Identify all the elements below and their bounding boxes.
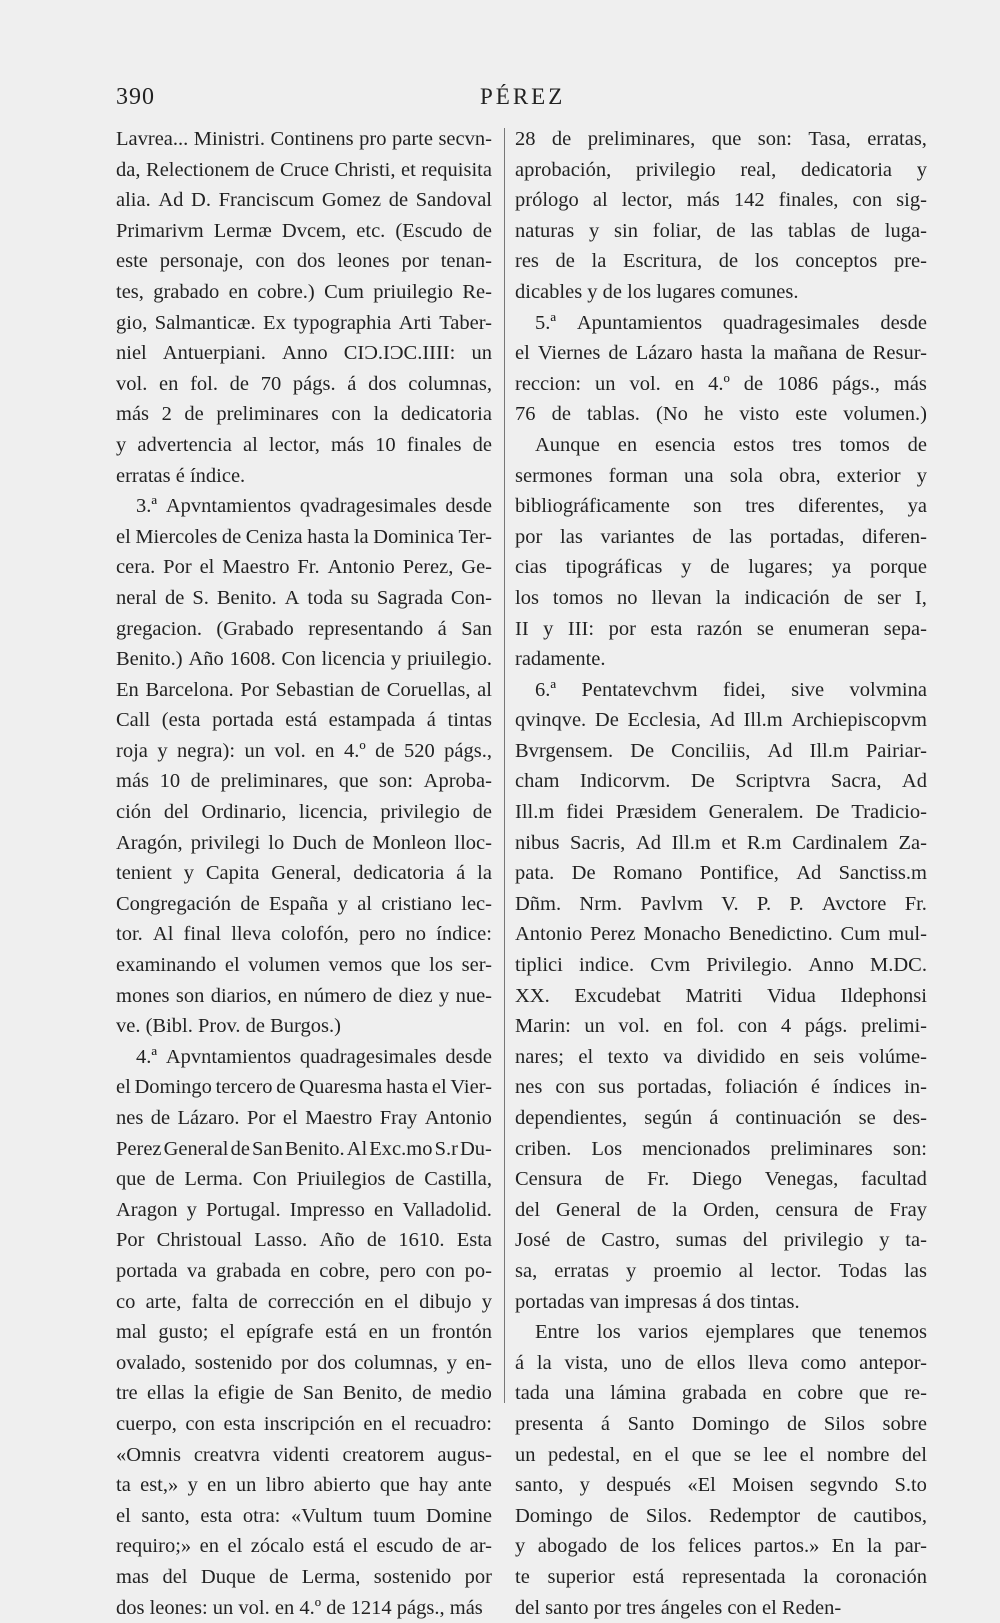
text-line: y advertencia al lector, más 10 finales de [116,430,492,461]
text-line: niel Antuerpiani. Anno CIƆ.IƆC.IIII: un [116,338,492,369]
text-line: 3.ª Apvntamientos qvadragesimales desde [116,491,492,522]
text-line: radamente. [515,644,927,675]
text-line: del santo por tres ángeles con el Reden- [515,1593,927,1623]
text-line: el santo, esta otra: «Vultum tuum Domine [116,1501,492,1532]
text-line: tes, grabado en cobre.) Cum priuilegio Re- [116,277,492,308]
text-line: Lavrea... Ministri. Continens pro parte secvn- [116,124,492,155]
text-line: nes de Lázaro. Por el Maestro Fray Antonio [116,1103,492,1134]
text-line: 6.ª Pentatevchvm fidei, sive volvmina [515,675,927,706]
text-line: 4.ª Apvntamientos quadragesimales desde [116,1042,492,1073]
text-line: cham Indicorvm. De Scriptvra Sacra, Ad [515,766,927,797]
running-head: PÉREZ [480,84,565,110]
text-line: cera. Por el Maestro Fr. Antonio Perez, Ge- [116,552,492,583]
text-line: Ill.m fidei Præsidem Generalem. De Tradicio- [515,797,927,828]
text-line: José de Castro, sumas del privilegio y ta- [515,1225,927,1256]
text-line: presenta á Santo Domingo de Silos sobre [515,1409,927,1440]
text-line: roja y negra): un vol. en 4.º de 520 págs., [116,736,492,767]
text-line: mal gusto; el epígrafe está en un frontón [116,1317,492,1348]
text-line: tenient y Capita General, dedicatoria á la [116,858,492,889]
text-line: ve. (Bibl. Prov. de Burgos.) [116,1011,492,1042]
text-line: XX. Excudebat Matriti Vidua Ildephonsi [515,981,927,1012]
right-column [515,124,927,1623]
text-line: Congregación de España y al cristiano lec- [116,889,492,920]
text-line: un pedestal, en el que se lee el nombre del [515,1440,927,1471]
text-line: alia. Ad D. Franciscum Gomez de Sandoval [116,185,492,216]
text-line: bibliográficamente son tres diferentes, ya [515,491,927,522]
left-column [116,124,492,1623]
text-line: Call (esta portada está estampada á tintas [116,705,492,736]
text-line: Benito.) Año 1608. Con licencia y priuilegio. [116,644,492,675]
text-line: Entre los varios ejemplares que tenemos [515,1317,927,1348]
text-line: te superior está representada la coronación [515,1562,927,1593]
text-line: que de Lerma. Con Priuilegios de Castilla, [116,1164,492,1195]
text-line: por las variantes de las portadas, diferen- [515,522,927,553]
text-line: co arte, falta de corrección en el dibujo y [116,1287,492,1318]
text-line: los tomos no llevan la indicación de ser I, [515,583,927,614]
text-line: nares; el texto va dividido en seis volúme- [515,1042,927,1073]
text-line: qvinqve. De Ecclesia, Ad Ill.m Archiepiscopvm [515,705,927,736]
text-line: Censura de Fr. Diego Venegas, facultad [515,1164,927,1195]
text-line: Dñm. Nrm. Pavlvm V. P. P. Avctore Fr. [515,889,927,920]
text-line: Por Christoual Lasso. Año de 1610. Esta [116,1225,492,1256]
text-line: II y III: por esta razón se enumeran sepa- [515,614,927,645]
text-line: 28 de preliminares, que son: Tasa, erratas, [515,124,927,155]
column-divider [504,128,505,1403]
text-line: pata. De Romano Pontifice, Ad Sanctiss.m [515,858,927,889]
text-line: nibus Sacris, Ad Ill.m et R.m Cardinalem Za- [515,828,927,859]
text-line: vol. en fol. de 70 págs. á dos columnas, [116,369,492,400]
text-line: criben. Los mencionados preliminares son: [515,1134,927,1165]
text-line: examinando el volumen vemos que los ser- [116,950,492,981]
text-line: da, Relectionem de Cruce Christi, et requisita [116,155,492,186]
text-line: Aragon y Portugal. Impresso en Valladolid. [116,1195,492,1226]
text-line: este personaje, con dos leones por tenan- [116,246,492,277]
text-line: mones son diarios, en número de diez y nue- [116,981,492,1012]
text-line: tiplici indice. Cvm Privilegio. Anno M.DC. [515,950,927,981]
text-line: Primarivm Lermæ Dvcem, etc. (Escudo de [116,216,492,247]
text-line: nes con sus portadas, foliación é índices in- [515,1072,927,1103]
text-line: ción del Ordinario, licencia, privilegio de [116,797,492,828]
text-line: 76 de tablas. (No he visto este volumen.) [515,399,927,430]
text-line: reccion: un vol. en 4.º de 1086 págs., más [515,369,927,400]
text-line: portadas van impresas á dos tintas. [515,1287,927,1318]
text-line: Aragón, privilegi lo Duch de Monleon lloc- [116,828,492,859]
text-line: más 2 de preliminares con la dedicatoria [116,399,492,430]
text-line: á la vista, uno de ellos lleva como antepor- [515,1348,927,1379]
text-line: Aunque en esencia estos tres tomos de [515,430,927,461]
text-line: cias tipográficas y de lugares; ya porque [515,552,927,583]
text-line: «Omnis creatvra videnti creatorem augus- [116,1440,492,1471]
text-line: tada una lámina grabada en cobre que re- [515,1378,927,1409]
text-line: más 10 de preliminares, que son: Aproba- [116,766,492,797]
text-line: ovalado, sostenido por dos columnas, y en- [116,1348,492,1379]
text-line: 5.ª Apuntamientos quadragesimales desde [515,308,927,339]
text-line: gregacion. (Grabado representando á San [116,614,492,645]
page-number: 390 [116,84,155,111]
text-line: portada va grabada en cobre, pero con po- [116,1256,492,1287]
text-line: tor. Al final lleva colofón, pero no índice: [116,919,492,950]
text-line: santo, y después «El Moisen segvndo S.to [515,1470,927,1501]
text-line: sa, erratas y proemio al lector. Todas las [515,1256,927,1287]
text-line: el Miercoles de Ceniza hasta la Dominica Ter- [116,522,492,553]
text-line: dependientes, según á continuación se des- [515,1103,927,1134]
text-line: dicables y de los lugares comunes. [515,277,927,308]
text-line: y abogado de los felices partos.» En la par- [515,1531,927,1562]
text-line: el Domingo tercero de Quaresma hasta el Vier- [116,1072,492,1103]
text-line: Domingo de Silos. Redemptor de cautibos, [515,1501,927,1532]
text-line: gio, Salmanticæ. Ex typographia Arti Taber- [116,308,492,339]
page-header [116,84,920,124]
text-line: erratas é índice. [116,461,492,492]
text-line: aprobación, privilegio real, dedicatoria y [515,155,927,186]
text-line: cuerpo, con esta inscripción en el recuadro: [116,1409,492,1440]
text-line: neral de S. Benito. A toda su Sagrada Con- [116,583,492,614]
text-line: En Barcelona. Por Sebastian de Coruellas, al [116,675,492,706]
text-line: naturas y sin foliar, de las tablas de luga- [515,216,927,247]
text-line: dos leones: un vol. en 4.º de 1214 págs., más [116,1593,492,1623]
text-line: Antonio Perez Monacho Benedictino. Cum mul- [515,919,927,950]
text-line: del General de la Orden, censura de Fray [515,1195,927,1226]
text-line: res de la Escritura, de los conceptos pre- [515,246,927,277]
text-line: Perez General de San Benito. Al Exc.mo S.r Du- [116,1134,492,1165]
text-line: sermones forman una sola obra, exterior y [515,461,927,492]
text-line: tre ellas la efigie de San Benito, de medio [116,1378,492,1409]
text-line: prólogo al lector, más 142 finales, con sig- [515,185,927,216]
text-line: ta est,» y en un libro abierto que hay ante [116,1470,492,1501]
text-line: Marin: un vol. en fol. con 4 págs. prelimi- [515,1011,927,1042]
text-line: mas del Duque de Lerma, sostenido por [116,1562,492,1593]
text-line: Bvrgensem. De Conciliis, Ad Ill.m Pairiar- [515,736,927,767]
text-line: requiro;» en el zócalo está el escudo de ar- [116,1531,492,1562]
text-line: el Viernes de Lázaro hasta la mañana de Resur- [515,338,927,369]
